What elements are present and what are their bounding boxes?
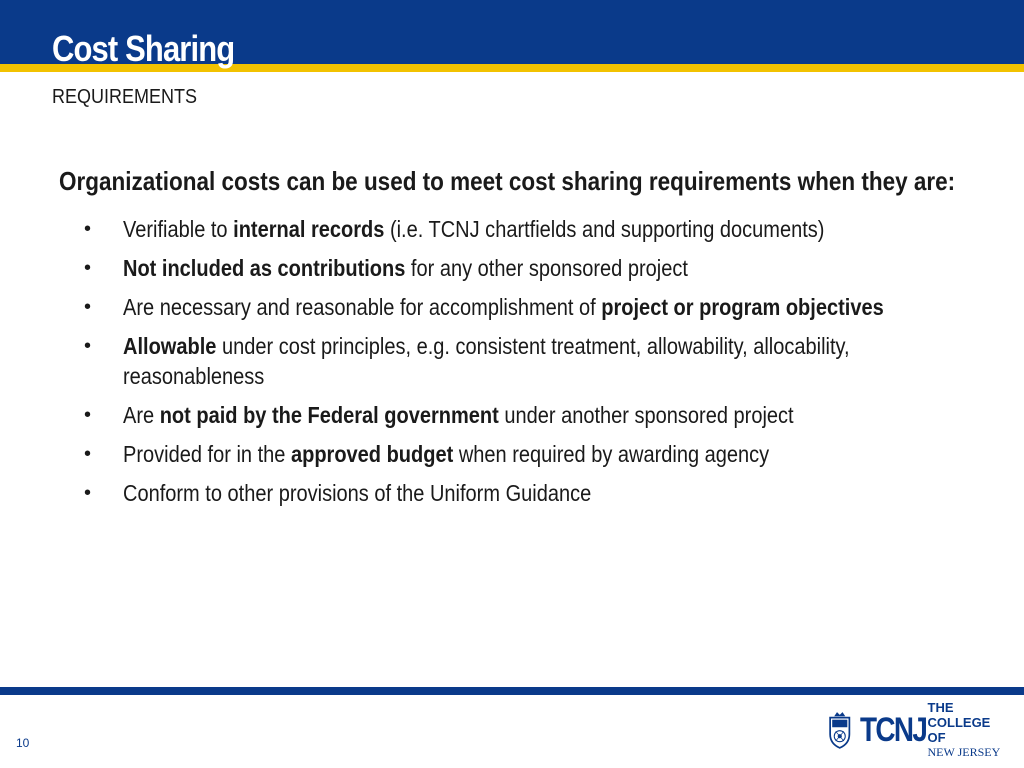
emphasis-text: Not included as contributions: [123, 255, 406, 281]
emphasis-text: Allowable: [123, 333, 217, 359]
requirement-item: [84, 292, 1014, 322]
requirement-text: [123, 214, 889, 244]
body-text: Are necessary and reasonable for accomplishment of: [123, 294, 602, 320]
college-seal-icon: [826, 702, 854, 758]
bullet-marker: •: [84, 443, 92, 465]
body-text: Are: [123, 402, 160, 428]
tcnj-logo: [826, 702, 1006, 758]
emphasis-text: internal records: [233, 216, 385, 242]
requirement-item: [84, 214, 1014, 244]
requirement-text: [123, 331, 889, 391]
body-text: Conform to other provisions of the Uniform Guidance: [123, 480, 592, 506]
requirement-item: [84, 478, 1014, 508]
body-text: for any other sponsored project: [405, 255, 688, 281]
slide-subtitle: REQUIREMENTS: [52, 86, 198, 108]
requirement-item: [84, 439, 1014, 469]
footer-band: [0, 687, 1024, 695]
requirements-list: [84, 214, 1014, 517]
requirement-text: [123, 292, 889, 322]
emphasis-text: not paid by the Federal government: [159, 402, 499, 428]
requirement-item: [84, 253, 1014, 283]
logo-line-1: THE COLLEGE OF: [927, 700, 991, 745]
logo-wordmark: TCNJ: [859, 710, 926, 749]
bullet-marker: •: [84, 296, 92, 318]
bullet-marker: •: [84, 218, 92, 240]
emphasis-text: approved budget: [290, 441, 454, 467]
logo-tagline: [928, 700, 1006, 760]
bullet-marker: •: [84, 257, 92, 279]
body-text: Provided for in the: [123, 441, 291, 467]
body-text: (i.e. TCNJ chartfields and supporting documents): [384, 216, 825, 242]
requirement-text: [123, 253, 889, 283]
logo-line-2: NEW JERSEY: [927, 745, 1001, 759]
requirement-item: [84, 400, 1014, 430]
body-text: Verifiable to: [123, 216, 234, 242]
requirement-text: [123, 439, 889, 469]
bullet-marker: •: [84, 335, 92, 357]
slide-title: Cost Sharing: [52, 28, 235, 69]
body-text: under another sponsored project: [498, 402, 794, 428]
emphasis-text: project or program objectives: [601, 294, 884, 320]
body-text: when required by awarding agency: [453, 441, 770, 467]
bullet-marker: •: [84, 482, 92, 504]
page-number: 10: [16, 736, 30, 750]
content-heading: Organizational costs can be used to meet cost sharing requirements when they are:: [59, 166, 956, 196]
body-text: under cost principles, e.g. consistent treatment, allowability, allocability, reasonableness: [123, 333, 850, 389]
requirement-text: [123, 400, 889, 430]
bullet-marker: •: [84, 404, 92, 426]
requirement-text: [123, 478, 889, 508]
requirement-item: [84, 331, 1014, 391]
